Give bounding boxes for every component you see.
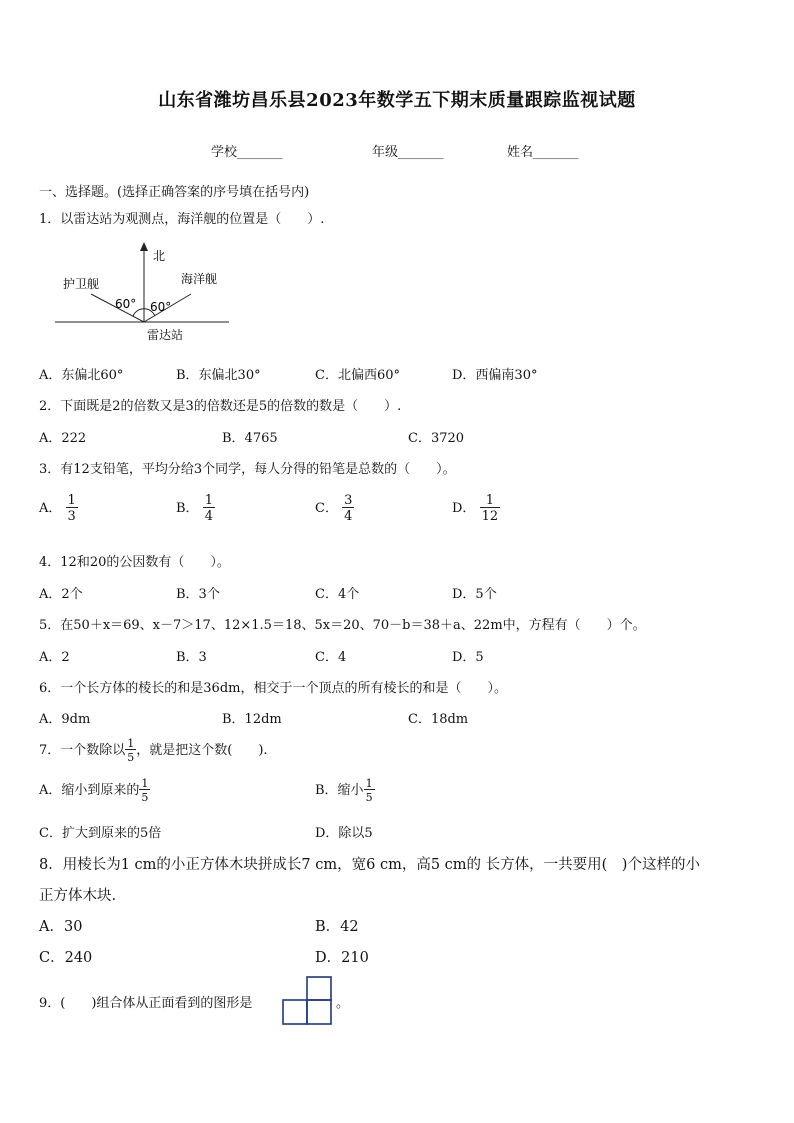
q3-option-d: D． $\frac{1}{12}$: [452, 493, 499, 524]
q8-option-c: C．240: [39, 950, 93, 966]
fraction: $\frac{1}{5}$: [141, 777, 149, 804]
q8-option-b: B．42: [315, 919, 359, 935]
fraction: $\frac{1}{12}$: [481, 493, 499, 524]
left-angle-label: 60°: [115, 297, 137, 311]
fraction: $\frac{1}{5}$: [365, 777, 373, 804]
q8-option-a: A．30: [39, 919, 83, 935]
right-angle-label: 60°: [150, 300, 172, 314]
q2-option-a: A．222: [39, 431, 87, 446]
q7-option-c: C．扩大到原来的5倍: [39, 826, 162, 841]
q6-option-a: A．9dm: [39, 712, 91, 727]
name-field: 姓名_______: [507, 145, 579, 160]
q5-option-b: B．3: [176, 650, 207, 665]
q5-option-c: C．4: [315, 650, 347, 665]
section-heading: 一、选择题。(选择正确答案的序号填在括号内): [39, 185, 310, 200]
q3-option-c: C． $\frac{3}{4}$: [315, 493, 353, 524]
q1-option-d: D．西偏南30°: [452, 368, 538, 383]
fraction: $\frac{3}{4}$: [344, 493, 353, 524]
fraction: $\frac{1}{5}$: [127, 737, 135, 764]
q6-option-b: B．12dm: [222, 712, 282, 727]
front-view-shape-icon: [282, 976, 334, 1026]
left-ship-label: 护卫舰: [63, 277, 100, 291]
question-6-stem: 6．一个长方体的棱长的和是36dm，相交于一个顶点的所有棱长的和是（ ）。: [39, 681, 507, 696]
fraction: $\frac{1}{3}$: [67, 493, 76, 524]
school-field: 学校_______: [211, 145, 283, 160]
question-9-end: 。: [336, 996, 350, 1011]
q4-option-d: D．5个: [452, 587, 497, 602]
q7-option-b: B．缩小 $\frac{1}{5}$: [315, 777, 373, 804]
question-3-stem: 3．有12支铅笔，平均分给3个同学，每人分得的铅笔是总数的（ ）。: [39, 462, 456, 477]
q1-option-c: C．北偏西60°: [315, 368, 400, 383]
question-7-stem: 7．一个数除以 $\frac{1}{5}$ ，就是把这个数( ).: [39, 737, 268, 764]
q6-option-c: C．18dm: [408, 712, 469, 727]
q4-option-c: C．4个: [315, 587, 360, 602]
q5-option-d: D．5: [452, 650, 484, 665]
q5-option-a: A．2: [39, 650, 70, 665]
q8-option-d: D．210: [315, 950, 369, 966]
question-5-stem: 5．在50＋x＝69、x－7＞17、12×1.5＝18、5x＝20、70－b＝38＋a、22m中，方程有（ ）个。: [39, 618, 646, 633]
question-8-line-2: 正方体木块.: [39, 888, 117, 904]
north-label: 北: [153, 249, 166, 263]
q7-option-a: A．缩小到原来的 $\frac{1}{5}$: [39, 777, 149, 804]
page-title: 山东省潍坊昌乐县2023年数学五下期末质量跟踪监视试题: [158, 90, 636, 111]
q3-option-a: A． $\frac{1}{3}$: [39, 493, 76, 524]
question-4-stem: 4．12和20的公因数有（ ）。: [39, 555, 230, 570]
question-1-stem: 1．以雷达站为观测点，海洋舰的位置是（ ）.: [39, 212, 325, 227]
q1-option-a: A．东偏北60°: [39, 368, 124, 383]
question-8-line-1: 8．用棱长为1 cm的小正方体木块拼成长7 cm，宽6 cm，高5 cm的 长方体，一共要用( )个这样的小: [39, 857, 700, 873]
fraction: $\frac{1}{4}$: [204, 493, 213, 524]
q4-option-b: B．3个: [176, 587, 220, 602]
station-label: 雷达站: [147, 328, 184, 342]
direction-diagram: [55, 238, 240, 346]
grade-field: 年级_______: [372, 145, 444, 160]
q7-option-d: D．除以5: [315, 826, 373, 841]
q4-option-a: A．2个: [39, 587, 83, 602]
q2-option-c: C．3720: [408, 431, 465, 446]
north-arrowhead-icon: [140, 242, 148, 251]
q2-option-b: B．4765: [222, 431, 278, 446]
question-2-stem: 2．下面既是2的倍数又是3的倍数还是5的倍数的数是（ ）.: [39, 399, 402, 414]
right-ship-label: 海洋舰: [181, 272, 218, 286]
question-9-stem: 9．( )组合体从正面看到的图形是: [39, 996, 253, 1011]
q1-option-b: B．东偏北30°: [176, 368, 261, 383]
q3-option-b: B． $\frac{1}{4}$: [176, 493, 213, 524]
